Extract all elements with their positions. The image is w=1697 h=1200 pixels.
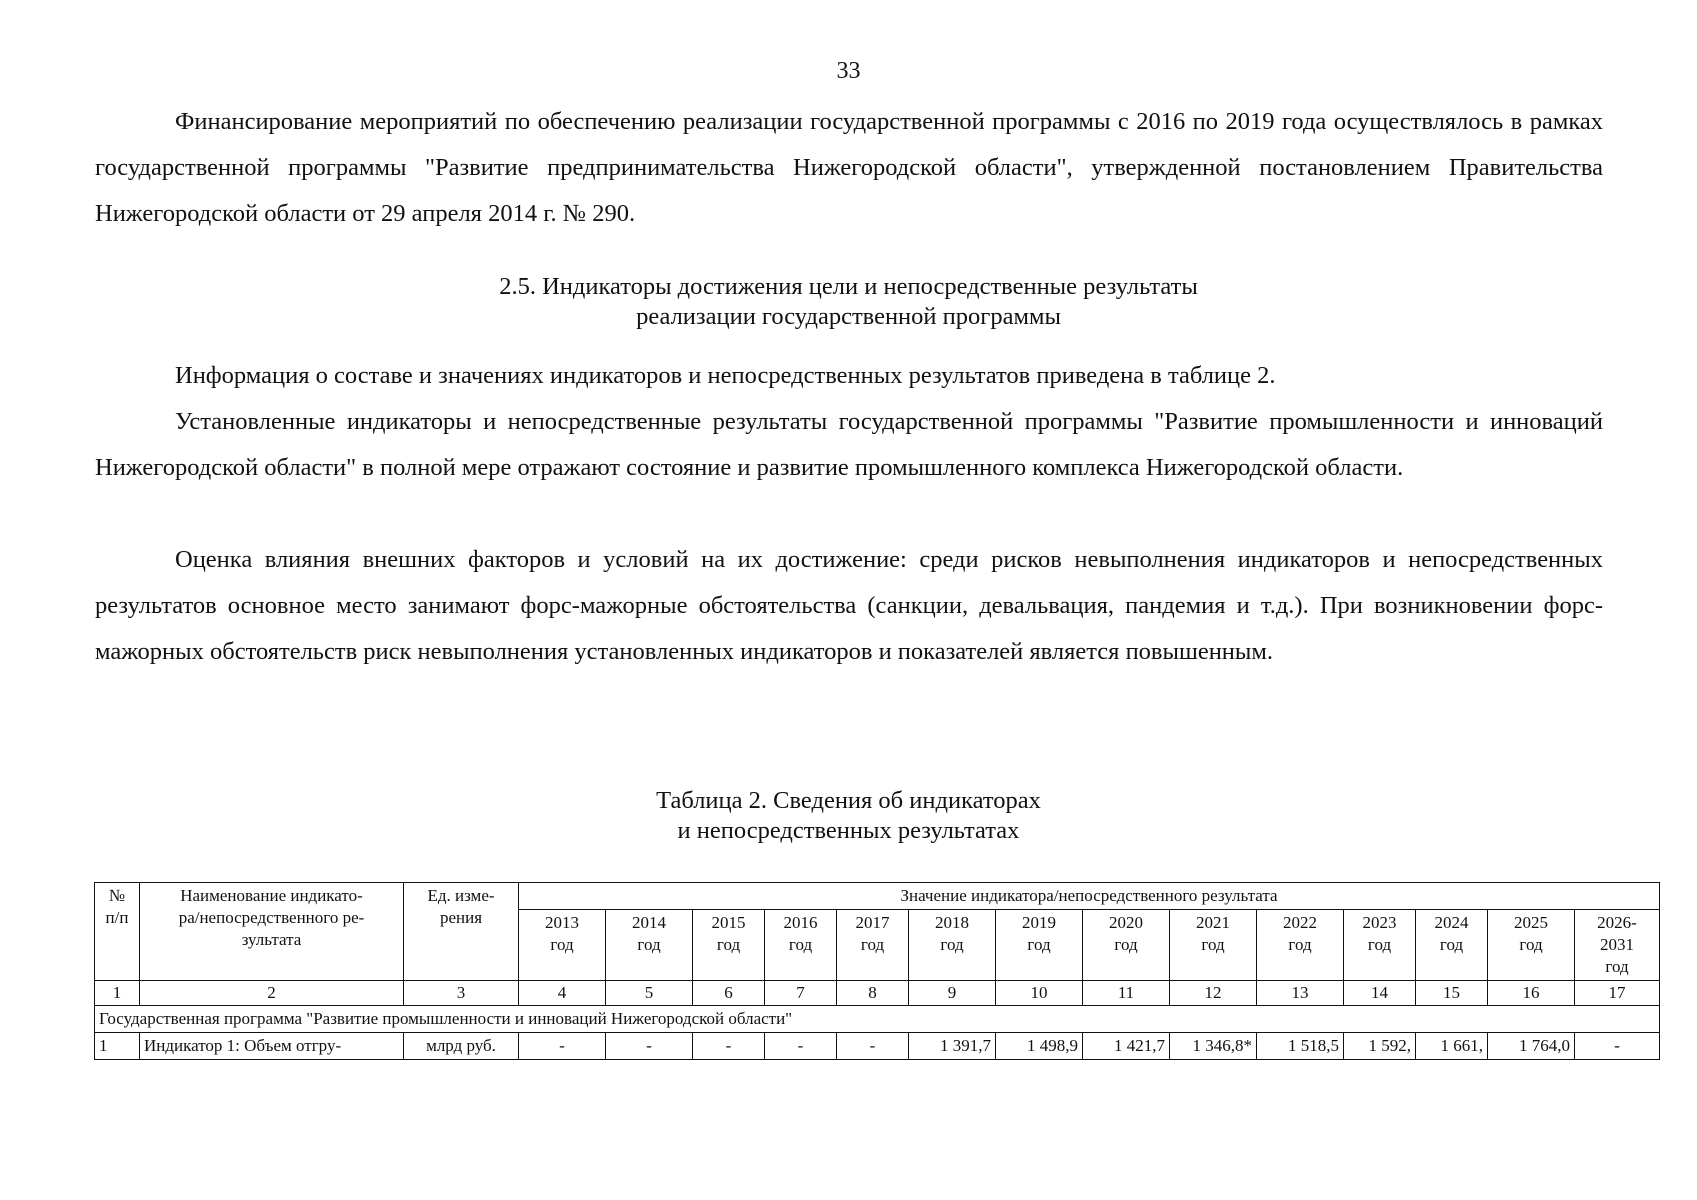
header-year: 2019 год [996,910,1083,981]
value-cell: - [693,1033,765,1060]
column-number: 16 [1488,981,1575,1006]
value-cell: 1 346,8* [1170,1033,1257,1060]
header-name: Наименование индикато- ра/непосредственного ре- зультата [140,883,404,981]
header-number: № п/п [95,883,140,981]
value-cell: - [606,1033,693,1060]
column-number: 6 [693,981,765,1006]
paragraph-indicators: Установленные индикаторы и непосредственные результаты государственной программы "Развитие промышленности и инноваций Нижегородской области" в полной мере отражают состояние и развитие промышленного комплекса Нижегородской области. [95,408,1603,481]
value-cell: - [765,1033,837,1060]
column-number: 17 [1575,981,1660,1006]
column-number: 13 [1257,981,1344,1006]
header-year: 2013 год [519,910,606,981]
program-row [95,1006,1660,1033]
indicator-name: Индикатор 1: Объем отгру- [140,1033,404,1060]
program-title: Государственная программа "Развитие промышленности и инноваций Нижегородской области" [95,1006,1660,1033]
section-heading-line-1: 2.5. Индикаторы достижения цели и непосредственные результаты [499,273,1198,300]
header-year: 2014 год [606,910,693,981]
page-number: 33 [836,58,861,84]
header-year: 2025 год [1488,910,1575,981]
section-heading-line-2: реализации государственной программы [636,303,1061,330]
column-number: 12 [1170,981,1257,1006]
column-number: 4 [519,981,606,1006]
column-number: 15 [1416,981,1488,1006]
column-number: 5 [606,981,693,1006]
paragraph-table-reference: Информация о составе и значениях индикаторов и непосредственных результатов приведена в таблице 2. [175,362,1276,389]
value-cell: 1 592, [1344,1033,1416,1060]
table-caption-line-1: Таблица 2. Сведения об индикаторах [656,787,1041,814]
column-number: 2 [140,981,404,1006]
column-number: 9 [909,981,996,1006]
header-unit: Ед. изме- рения [404,883,519,981]
value-cell: 1 391,7 [909,1033,996,1060]
value-cell: - [519,1033,606,1060]
indicators-table [94,882,1660,1060]
column-number: 3 [404,981,519,1006]
header-year: 2020 год [1083,910,1170,981]
value-cell: - [1575,1033,1660,1060]
value-cell: 1 498,9 [996,1033,1083,1060]
value-cell: 1 764,0 [1488,1033,1575,1060]
column-number: 8 [837,981,909,1006]
value-cell: 1 421,7 [1083,1033,1170,1060]
row-number: 1 [95,1033,140,1060]
column-numbers-row [95,981,1660,1006]
value-cell: 1 661, [1416,1033,1488,1060]
column-number: 10 [996,981,1083,1006]
paragraph-risk-assessment: Оценка влияния внешних факторов и условий на их достижение: среди рисков невыполнения индикаторов и непосредственных результатов основное место занимают форс-мажорные обстоятельства (санкции, девальвация, пандемия и т.д.). При возникновении форс-мажорных обстоятельств риск невыполнения установленных индикаторов и показателей является повышенным. [95,546,1603,665]
header-year: 2015 год [693,910,765,981]
table-header-row [95,883,1660,910]
value-cell: 1 518,5 [1257,1033,1344,1060]
header-year: 2018 год [909,910,996,981]
header-year: 2023 год [1344,910,1416,981]
column-number: 11 [1083,981,1170,1006]
header-values: Значение индикатора/непосредственного результата [519,883,1660,910]
column-number: 1 [95,981,140,1006]
column-number: 7 [765,981,837,1006]
table-caption-line-2: и непосредственных результатах [677,817,1020,844]
header-year: 2024 год [1416,910,1488,981]
header-year: 2017 год [837,910,909,981]
header-year: 2022 год [1257,910,1344,981]
header-year: 2016 год [765,910,837,981]
column-number: 14 [1344,981,1416,1006]
header-year: 2026- 2031 год [1575,910,1660,981]
table-row [95,1033,1660,1060]
value-cell: - [837,1033,909,1060]
indicator-unit: млрд руб. [404,1033,519,1060]
header-year: 2021 год [1170,910,1257,981]
paragraph-financing: Финансирование мероприятий по обеспечению реализации государственной программы с 2016 по 2019 года осуществлялось в рамках государственной программы "Развитие предпринимательства Нижегородской области", утвержденной постановлением Правительства Нижегородской области от 29 апреля 2014 г. № 290. [95,108,1603,227]
